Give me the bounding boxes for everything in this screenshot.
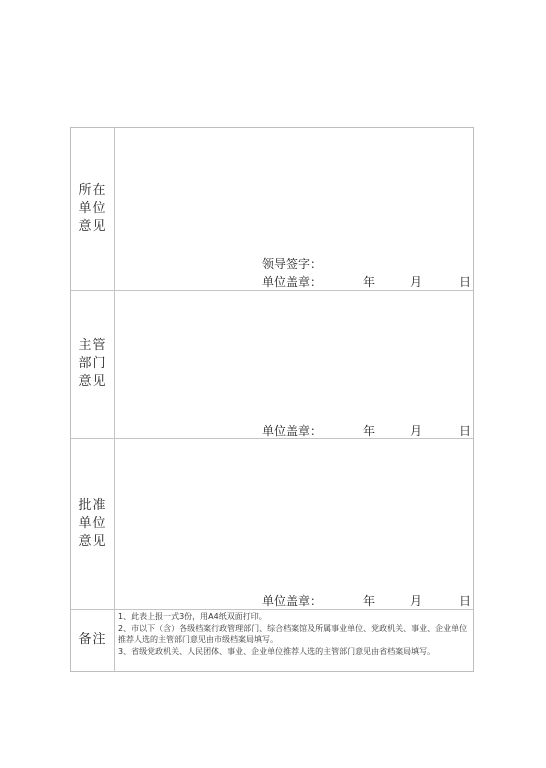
remarks-row xyxy=(71,609,473,671)
day-label: 日 xyxy=(459,424,472,438)
month-label: 月 xyxy=(410,275,423,289)
opinion-form-table xyxy=(70,127,474,672)
unit-opinion-label: 所在单位意见 xyxy=(78,183,107,234)
supervisor-opinion-row xyxy=(71,290,473,439)
year-label: 年 xyxy=(363,594,376,608)
unit-seal-label: 单位盖章： xyxy=(262,275,323,289)
day-label: 日 xyxy=(459,594,472,608)
remark-line-3: 3、省级党政机关、人民团体、事业、企业单位推荐人选的主管部门意见由省档案局填写。 xyxy=(118,646,436,656)
leader-signature-label: 领导签字： xyxy=(262,257,323,271)
remark-line-1: 1、此表上报一式3份，用A4纸双面打印。 xyxy=(118,612,267,621)
supervisor-seal-label: 单位盖章： xyxy=(262,424,323,438)
month-label: 月 xyxy=(410,594,423,608)
approval-opinion-row xyxy=(71,438,473,610)
day-label: 日 xyxy=(459,275,472,289)
approval-seal-label: 单位盖章： xyxy=(262,594,323,608)
unit-opinion-row xyxy=(71,128,473,291)
approval-opinion-label: 批准单位意见 xyxy=(78,497,107,549)
approval-opinion-label-cell xyxy=(71,438,115,609)
supervisor-opinion-label: 主管部门意见 xyxy=(78,338,107,389)
unit-opinion-label-cell xyxy=(71,128,115,290)
remark-line-2: 2、市以下（含）各级档案行政管理部门、综合档案馆及所属事业单位、党政机关、事业、企业单位推荐人选的主管部门意见由市级档案局填写。 xyxy=(118,623,468,645)
year-label: 年 xyxy=(363,424,376,438)
remarks-label-cell xyxy=(71,609,115,671)
remarks-notes xyxy=(118,611,470,657)
year-label: 年 xyxy=(363,275,376,289)
month-label: 月 xyxy=(410,424,423,438)
supervisor-opinion-label-cell xyxy=(71,290,115,438)
remarks-label: 备注 xyxy=(78,632,107,647)
